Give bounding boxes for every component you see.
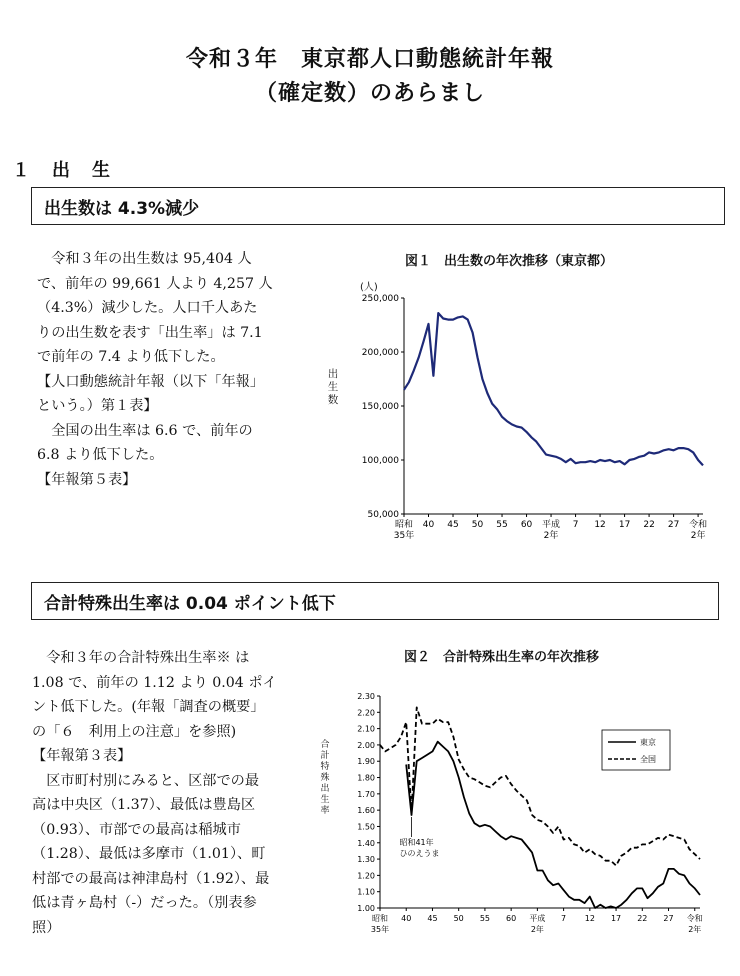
y-tick-label: 2.10 [357,724,375,734]
x-tick-label: 60 [506,914,517,923]
x-tick-label: 17 [610,914,622,923]
y-tick-label: 200,000 [361,348,399,358]
paragraph-tfr-line: ント低下した。(年報「調査の概要」 [32,699,265,715]
x-tick-label: 22 [637,914,648,923]
y-tick-label: 50,000 [367,510,399,520]
x-tick-label: 55 [496,520,508,530]
paragraph-births-line: 【人口動態統計年報（以下「年報」 [37,373,265,390]
y-tick-label: 1.80 [357,773,375,783]
paragraph-tfr-line: 【年報第３表】 [32,748,132,764]
y-tick-label: 100,000 [361,456,399,466]
legend-label-tokyo: 東京 [640,738,656,747]
paragraph-births-line: りの出生数を表す「出生率」は 7.1 [37,324,263,341]
x-tick-label: 平成 [529,914,546,923]
y-tick-label: 1.10 [357,887,375,897]
y-tick-label: 2.00 [357,740,375,750]
figure1-chart [340,288,730,550]
x-tick-label: 平成 [542,520,561,530]
paragraph-tfr-line: 令和３年の合計特殊出生率※ は [32,650,250,666]
annotation-hinoeuma: 昭和41年 [399,838,434,848]
x-tick-label: 45 [427,914,438,923]
x-tick-label: 12 [584,914,595,923]
paragraph-births-line: 【年報第５表】 [37,471,137,488]
x-tick-label: 35年 [370,925,390,934]
x-tick-label: 令和 [689,520,708,530]
x-tick-label: 12 [594,520,606,530]
paragraph-births-line: 全国の出生率は 6.6 で、前年の [37,422,253,439]
paragraph-tfr-line: 低は青ヶ島村（-）だった。（別表参 [32,895,257,911]
paragraph-tfr-line: 村部での最高は神津島村（1.92）、最 [32,870,270,887]
paragraph-tfr-line: 区市町村別にみると、区部での最 [32,772,260,789]
summary-box-births [31,187,725,225]
paragraph-births-line: （4.3%）減少した。人口千人あた [37,300,258,316]
series-line-births [404,313,703,465]
y-tick-label: 1.50 [357,822,375,832]
x-tick-label: 55 [479,914,491,923]
x-tick-label: 50 [453,914,464,923]
x-tick-label: 昭和 [372,914,388,923]
figure2-title: 図２ 合計特殊出生率の年次推移 [404,650,600,665]
figure1-unit-label: (人) [360,282,378,293]
annotation-hinoeuma: ひのえうま [399,849,440,859]
y-tick-label: 1.60 [357,806,375,816]
paragraph-tfr-line: 照） [32,919,61,936]
x-tick-label: 昭和 [394,520,414,530]
paragraph-tfr [32,646,277,940]
x-tick-label: 令和 [686,914,703,923]
figure2-chart [340,686,720,948]
figure2-legend [602,730,670,770]
figure1-title: 図１ 出生数の年次推移（東京都） [405,254,614,269]
section-heading: １ 出 生 [12,160,112,181]
paragraph-tfr-line: 高は中央区（1.37）、最低は豊島区 [32,797,256,813]
page-title: 令和３年 東京都人口動態統計年報 [185,47,554,72]
y-tick-label: 1.90 [357,757,375,767]
y-tick-label: 250,000 [361,294,399,304]
x-tick-label: 40 [422,520,435,530]
y-tick-label: 1.40 [357,838,375,848]
legend-box [602,730,670,770]
summary-box-births-title: 出生数は 4.3%減少 [44,198,200,219]
paragraph-tfr-line: の「６ 利用上の注意」を参照) [32,723,237,740]
y-tick-label: 1.30 [357,855,375,865]
paragraph-births-line: 6.8 より低下した。 [37,447,164,463]
paragraph-tfr-line: （0.93）、市部での最高は稲城市 [32,821,241,838]
y-tick-label: 2.20 [357,708,375,718]
x-tick-label: 7 [561,914,567,923]
summary-box-tfr [31,582,719,620]
figure2-y-axis-label: 合 計 特 殊 出 生 率 [320,740,330,816]
x-tick-label: 2年 [530,925,544,934]
x-tick-label: 7 [572,520,579,530]
x-tick-label: 2年 [690,531,706,541]
x-tick-label: 40 [401,914,412,923]
x-tick-label: 60 [520,520,533,530]
x-tick-label: 17 [618,520,631,530]
legend-label-national: 全国 [640,755,656,764]
paragraph-births [37,247,273,492]
paragraph-births-line: で前年の 7.4 より低下した。 [37,349,225,365]
y-tick-label: 1.20 [357,871,375,881]
x-tick-label: 27 [663,914,674,923]
x-tick-label: 22 [643,520,655,530]
page-subtitle: （確定数）のあらまし [254,81,485,106]
x-tick-label: 50 [471,520,484,530]
x-tick-label: 27 [667,520,680,530]
y-tick-label: 1.70 [357,789,375,799]
x-tick-label: 2年 [543,531,559,541]
paragraph-births-line: 令和３年の出生数は 95,404 人 [37,251,252,267]
figure1-y-axis-label: 出 生 数 [327,368,339,406]
paragraph-tfr-line: 1.08 で、前年の 1.12 より 0.04 ポイ [32,674,277,691]
x-tick-label: 45 [447,520,459,530]
y-tick-label: 1.00 [357,904,375,913]
paragraph-births-line: という。）第１表】 [37,398,158,414]
y-tick-label: 2.30 [357,692,375,701]
x-tick-label: 35年 [393,531,415,541]
paragraph-tfr-line: （1.28）、最低は多摩市（1.01）、町 [32,846,266,862]
x-tick-label: 2年 [688,925,702,934]
summary-box-tfr-title: 合計特殊出生率は 0.04 ポイント低下 [44,593,336,614]
y-tick-label: 150,000 [361,402,399,412]
paragraph-births-line: で、前年の 99,661 人より 4,257 人 [37,275,273,292]
